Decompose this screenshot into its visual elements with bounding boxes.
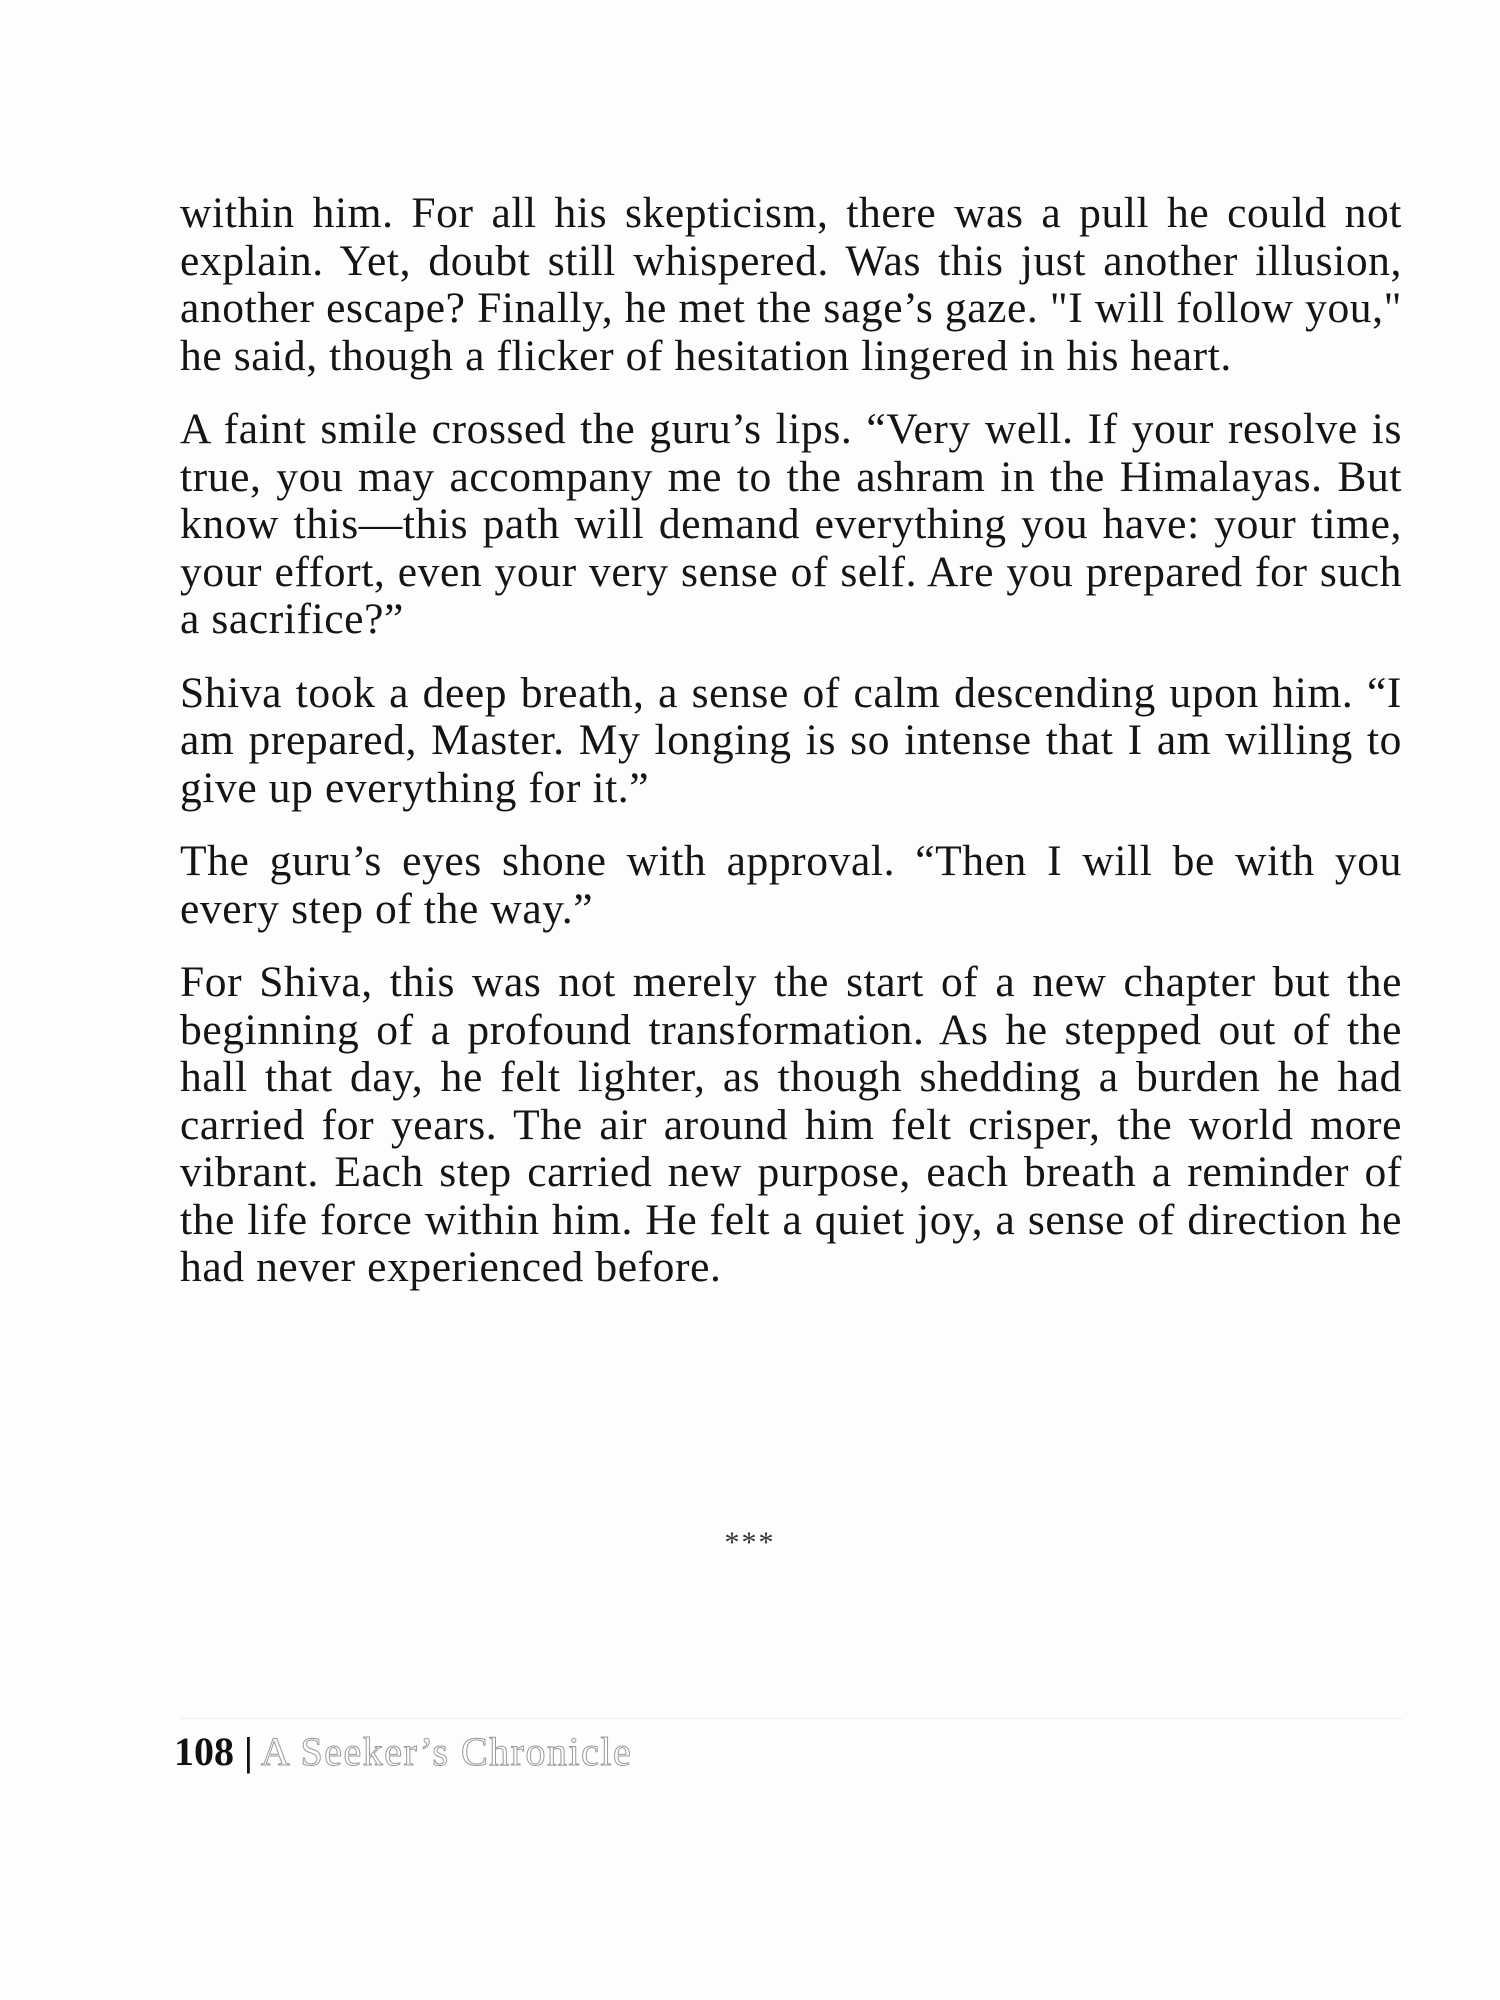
body-text — [180, 190, 1402, 1318]
paragraph-1: within him. For all his skepticism, there was a pull he could not explain. Yet, doubt still whispered. Was this just another illusion, another escape? Finally, he met the sage’s gaze. "I will follow you," he said, though a flicker of hesitation lingered in his heart. — [180, 189, 1402, 380]
book-title: A Seeker’s Chronicle — [260, 1729, 633, 1774]
footer-separator: | — [244, 1729, 253, 1774]
paragraph-3: Shiva took a deep breath, a sense of calm descending upon him. “I am prepared, Master. My longing is so intense that I am willing to give up everything for it.” — [180, 668, 1402, 812]
paragraph-4: The guru’s eyes shone with approval. “Then I will be with you every step of the way.” — [180, 837, 1402, 933]
paragraph-2: A faint smile crossed the guru’s lips. “Very well. If your resolve is true, you may accompany me to the ashram in the Himalayas. But know this—this path will demand everything you have: your time, your effort, even your very sense of self. Are you prepared for such a sacrifice?” — [180, 405, 1402, 643]
footer-divider — [180, 1718, 1402, 1719]
paragraph-5: For Shiva, this was not merely the start of a new chapter but the beginning of a profound transformation. As he stepped out of the hall that day, he felt lighter, as though shedding a burden he had carried for years. The air around him felt crisper, the world more vibrant. Each step carried new purpose, each breath a reminder of the life force within him. He felt a quiet joy, a sense of direction he had never experienced before. — [180, 958, 1402, 1291]
page-number: 108 — [174, 1729, 234, 1774]
scene-break: *** — [724, 1526, 776, 1559]
page-footer — [174, 1728, 632, 1776]
